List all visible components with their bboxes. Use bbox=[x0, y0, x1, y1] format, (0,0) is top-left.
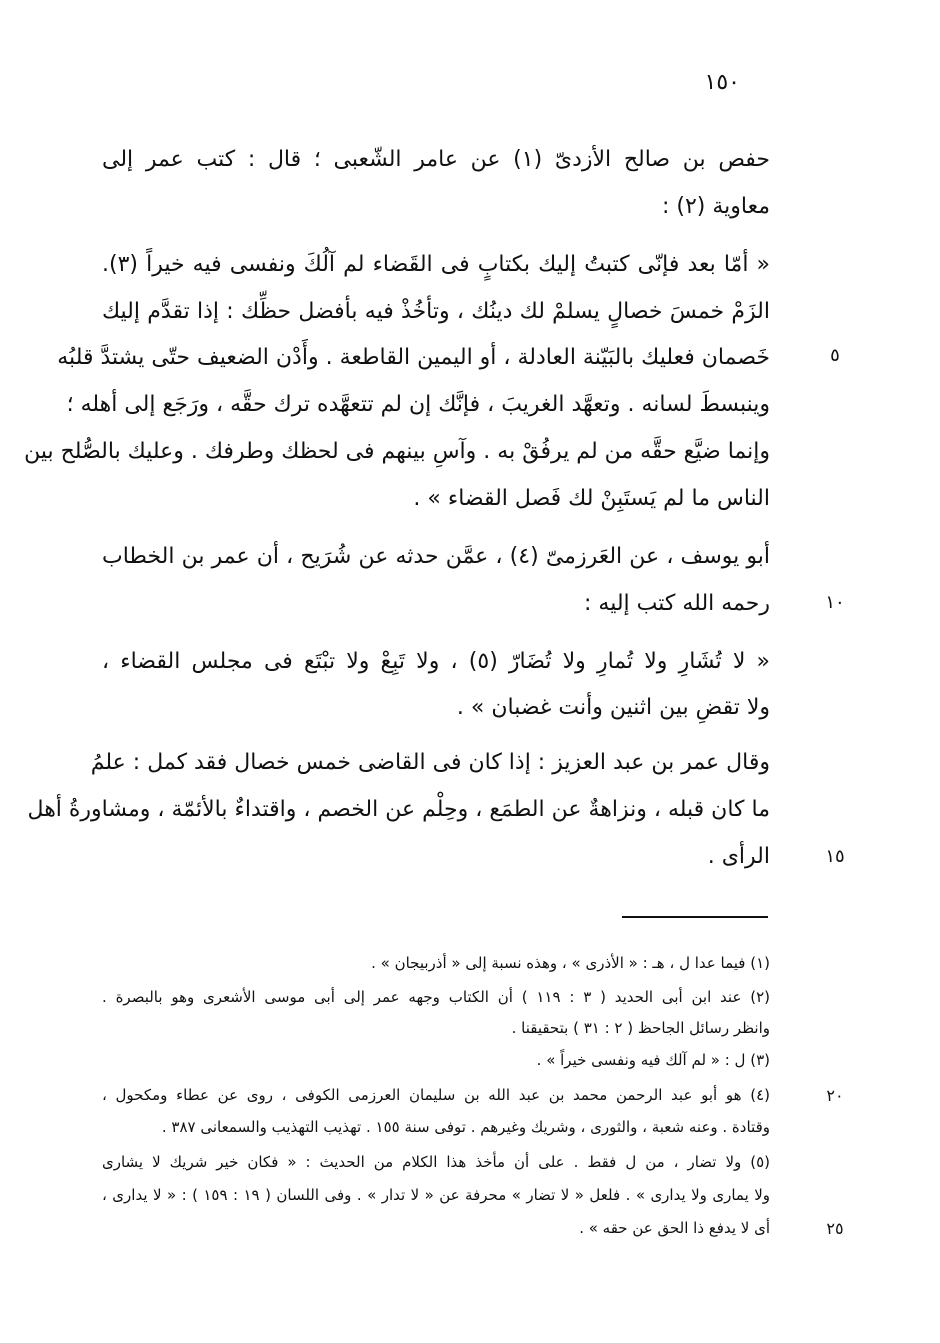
body-line-4: الزَمْ خمسَ خصالٍ يسلمْ لك دينُك ، وتأخُذْ فيه بأفضل حظِّك : إذا تقدَّم إليك bbox=[102, 299, 770, 324]
line-number-20: ٢٠ bbox=[826, 1086, 844, 1105]
body-line-14: ما كان قبله ، ونزاهةٌ عن الطمَع ، وحِلْم عن الخصم ، واقتداءٌ بالأئمّة ، ومشاورةُ أهل bbox=[27, 797, 770, 822]
footnote-1: (١) فيما عدا ل ، هـ : « الأذرى » ، وهذه نسبة إلى « أذربيجان » . bbox=[371, 954, 770, 972]
body-line-13: وقال عمر بن عبد العزيز : إذا كان فى القاضى خمس خصال فقد كمل : علمُ bbox=[90, 750, 770, 775]
body-line-12: ولا تقضِ بين اثنين وأنت غضبان » . bbox=[456, 695, 770, 720]
body-line-2: معاوية (٢) : bbox=[661, 194, 770, 219]
body-line-11: « لا تُشَارِ ولا تُمارِ ولا تُضَارّ (٥) ، ولا تَبِعْ ولا تبْتَع فى مجلس القضاء ، bbox=[102, 649, 770, 674]
body-line-8: الناس ما لم يَستَبِنْ لك فَصل القضاء » . bbox=[413, 486, 770, 511]
body-line-10: رحمه الله كتب إليه : bbox=[584, 591, 770, 616]
footnote-5-line-3: أى لا يدفع ذا الحق عن حقه » . bbox=[579, 1219, 770, 1237]
footnote-2-line-2: وانظر رسائل الجاحظ ( ٢ : ٣١ ) بتحقيقنا . bbox=[511, 1019, 770, 1037]
body-line-5: خَصمان فعليك بالبَيّنة العادلة ، أو اليمين القاطعة . وأَدْن الضعيف حتّى يشتدَّ قلبُه bbox=[57, 345, 770, 370]
body-line-15: الرأى . bbox=[707, 844, 770, 869]
footnote-2-line-1: (٢) عند ابن أبى الحديد ( ٣ : ١١٩ ) أن الكتاب وجهه عمر إلى أبى موسى الأشعرى وهو بالبصرة . bbox=[102, 988, 770, 1006]
footnote-separator bbox=[622, 916, 768, 918]
page-number: ١٥٠ bbox=[704, 70, 740, 95]
body-line-7: وإنما ضيَّع حقَّه من لم يرفُقْ به . وآسِ بينهم فى لحظك وطرفك . وعليك بالصُّلح بين bbox=[24, 439, 770, 464]
line-number-5: ٥ bbox=[830, 345, 840, 366]
line-number-15: ١٥ bbox=[825, 846, 845, 867]
footnote-3: (٣) ل : « لم آلك فيه ونفسى خيراً » . bbox=[536, 1051, 770, 1069]
footnote-5-line-1: (٥) ولا تضار ، من ل فقط . على أن مأخذ هذا الكلام من الحديث : « فكان خير شريك لا يشارى bbox=[102, 1153, 770, 1171]
footnote-5-line-2: ولا يمارى ولا يدارى » . فلعل « لا تضار » محرفة عن « لا تدار » . وفى اللسان ( ١٩ : ١٥٩ ) : « لا يدارى ، bbox=[102, 1186, 770, 1204]
footnote-4-line-2: وقتادة . وعنه شعبة ، والثورى ، وشريك وغيرهم . توفى سنة ١٥٥ . تهذيب التهذيب والسمعانى ٣٨٧ . bbox=[161, 1118, 770, 1136]
body-line-3: « أمّا بعد فإنّى كتبتُ إليك بكتابٍ فى القَضاء لم آلُكَ ونفسى فيه خيراً (٣). bbox=[102, 252, 770, 277]
line-number-10: ١٠ bbox=[825, 592, 845, 613]
footnote-4-line-1: (٤) هو أبو عبد الرحمن محمد بن عبد الله بن سليمان العرزمى الكوفى ، روى عن عطاء ومكحول ، bbox=[102, 1086, 770, 1104]
body-line-6: وينبسطَ لسانه . وتعهَّد الغريبَ ، فإنَّك إن لم تتعهَّده ترك حقَّه ، ورَجَع إلى أهله ؛ bbox=[66, 392, 770, 417]
body-line-9: أبو يوسف ، عن العَرزمىّ (٤) ، عمَّن حدثه عن شُرَيح ، أن عمر بن الخطاب bbox=[102, 544, 771, 569]
body-line-1: حفص بن صالح الأزدىّ (١) عن عامر الشّعبى ؛ قال : كتب عمر إلى bbox=[102, 147, 771, 172]
line-number-25: ٢٥ bbox=[826, 1219, 844, 1238]
